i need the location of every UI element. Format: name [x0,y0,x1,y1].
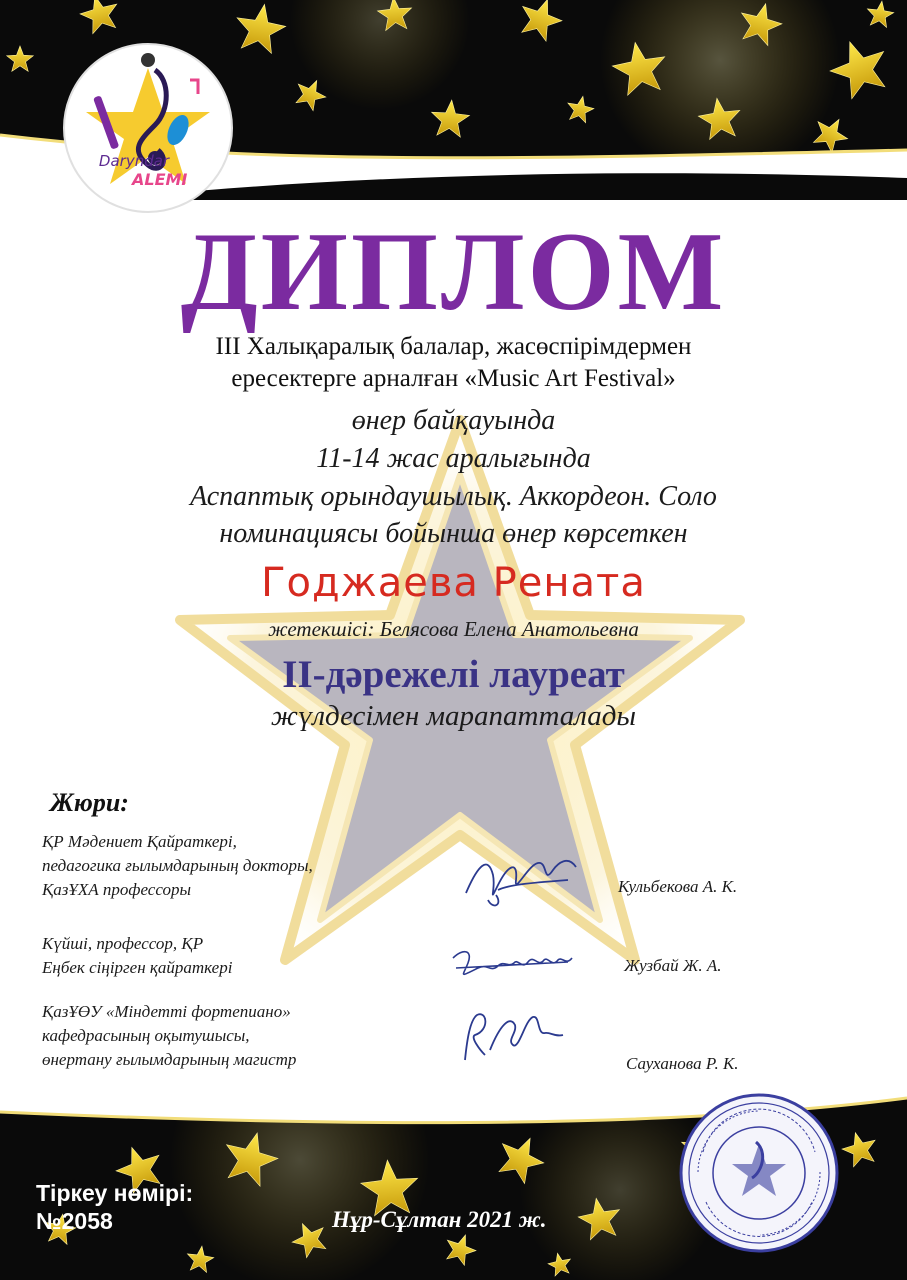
diploma-title: ДИПЛОМ [180,210,727,334]
jury-member-3-title-line-3: өнертану ғылымдарының магистр [42,1050,297,1069]
jury-member-2-title [42,932,232,980]
registration-number: №2058 [36,1208,113,1234]
jury-member-1-title-line-1: ҚР Мәдениет Қайраткері, [42,832,237,851]
logo-bold-text: ALEMI [132,170,188,189]
jury-member-1-name: Кульбекова А. К. [618,877,738,896]
performed-line: номинациясы бойынша өнер көрсеткен [219,518,688,549]
jury-member-3-name: Сауханова Р. К. [626,1054,739,1073]
registration-label: Тіркеу нөмірі: [36,1180,194,1206]
recipient-name: Годжаева Рената [261,560,646,606]
daryndar-alemi-logo [60,40,236,216]
nomination-line: Аспаптық орындаушылық. Аккордеон. Соло [190,481,717,512]
official-stamp-icon [678,1092,840,1254]
signature-1-icon [458,845,588,915]
logo-script-text: Daryndar [98,152,170,170]
city-year: Нұр-Сұлтан 2021 ж. [332,1207,547,1232]
signature-2-icon [448,938,578,988]
jury-member-2-name: Жузбай Ж. А. [624,956,722,975]
jury-member-2-title-line-1: Күйші, профессор, ҚР [42,934,204,953]
award-subtitle: жүлдесімен марапатталады [270,700,637,732]
jury-member-3-title-line-1: ҚазҰӨУ «Міндетті фортепиано» [42,1002,291,1021]
jury-member-1-title [42,830,313,902]
intro-line-2: ересектерге арналған «Music Art Festival» [231,365,676,392]
signature-3-icon [455,1005,575,1070]
jury-member-1-title-line-3: ҚазҰХА профессоры [42,880,191,899]
jury-member-3-title-line-2: кафедрасының оқытушысы, [42,1026,250,1045]
competition-line: өнер байқауында [351,405,556,436]
jury-member-1-title-line-2: педагогика ғылымдарының докторы, [42,856,313,875]
intro-line-1: III Халықаралық балалар, жасөспірімдермен [215,333,692,360]
jury-label: Жюри: [50,788,129,817]
teacher-line: жетекшісі: Белясова Елена Анатольевна [268,617,639,641]
age-group-line: 11-14 жас аралығында [316,443,591,474]
jury-member-2-title-line-2: Еңбек сіңірген қайраткері [42,958,233,977]
award-degree: II-дәрежелі лауреат [282,653,625,696]
jury-member-3-title [42,1000,296,1072]
